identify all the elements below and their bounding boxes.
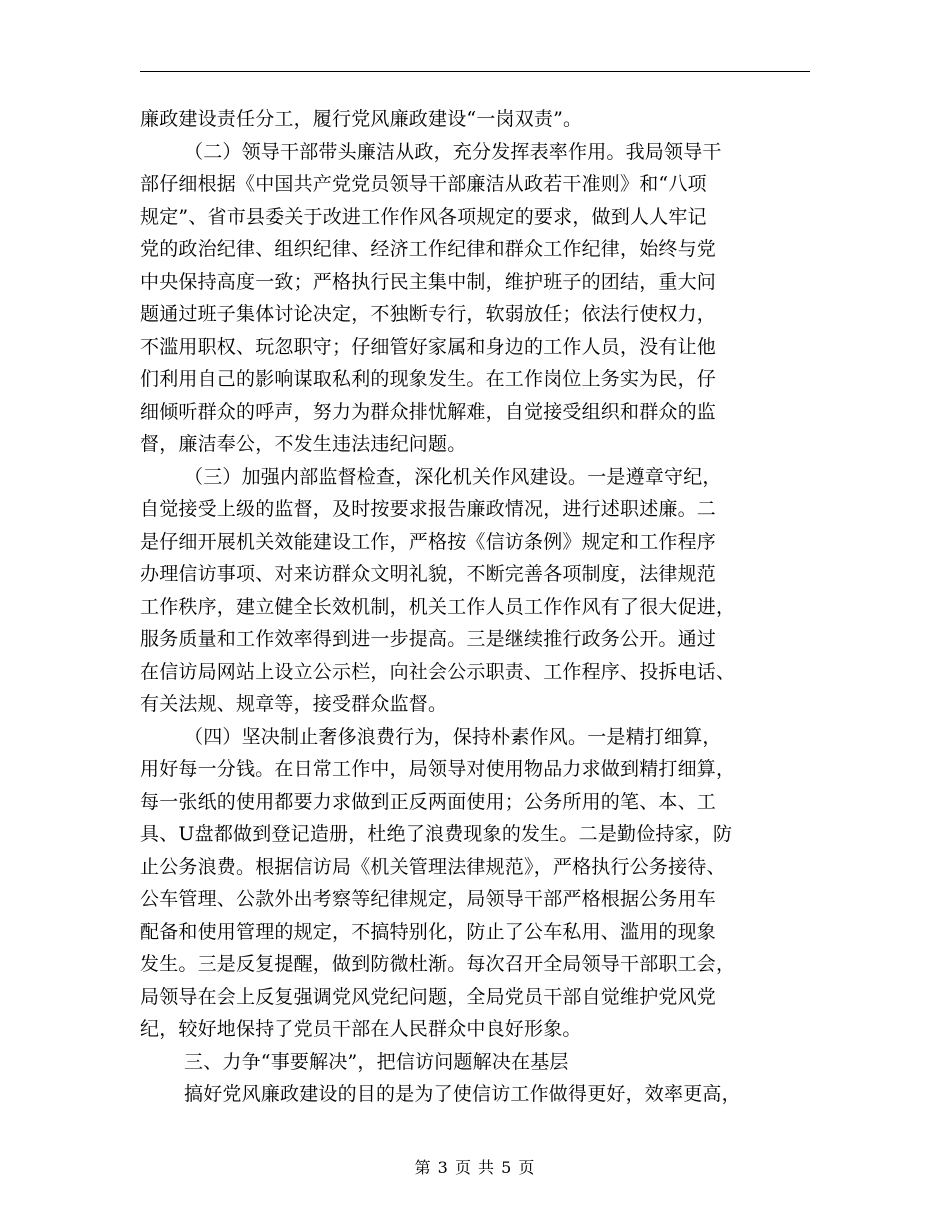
text-line: 自觉接受上级的监督，及时按要求报告廉政情况，进行述职述廉。二 xyxy=(140,498,717,520)
text-line: 规定”、省市县委关于改进工作作风各项规定的要求，做到人人牢记 xyxy=(140,205,707,228)
text-line: 纪，较好地保持了党员干部在人民群众中良好形象。 xyxy=(140,1018,582,1040)
text-line: 在信访局网站上设立公示栏，向社会公示职责、工作程序、投拆电话、 xyxy=(140,660,736,683)
text-line: 不滥用职权、玩忽职守；仔细管好家属和身边的工作人员，没有让他 xyxy=(140,335,717,358)
text-line: 们利用自己的影响谋取私利的现象发生。在工作岗位上务实为民，仔 xyxy=(140,368,717,390)
text-line: 三、力争“事要解决”，把信访问题解决在基层 xyxy=(184,1050,569,1073)
text-line: 每一张纸的使用都要力求做到正反两面使用；公务所用的笔、本、工 xyxy=(140,790,717,813)
text-line: 发生。三是反复提醒，做到防微杜渐。每次召开全局领导干部职工会， xyxy=(140,953,736,975)
document-body xyxy=(140,103,812,1111)
text-line: （三）加强内部监督检查，深化机关作风建设。一是遵章守纪， xyxy=(184,465,722,488)
text-line: 办理信访事项、对来访群众文明礼貌，不断完善各项制度，法律规范 xyxy=(140,563,717,585)
text-line: 细倾听群众的呼声，努力为群众排忧解难，自觉接受组织和群众的监 xyxy=(140,400,717,423)
text-line: 具、U盘都做到登记造册，杜绝了浪费现象的发生。二是勤俭持家，防 xyxy=(140,823,733,845)
text-line: 中央保持高度一致；严格执行民主集中制，维护班子的团结，重大问 xyxy=(140,270,717,293)
text-line: 是仔细开展机关效能建设工作，严格按《信访条例》规定和工作程序 xyxy=(140,530,717,553)
page-number-footer: 第 3 页 共 5 页 xyxy=(414,1158,536,1177)
text-line: 题通过班子集体讨论决定，不独断专行，软弱放任；依法行使权力， xyxy=(140,303,717,325)
text-line: 党的政治纪律、组织纪律、经济工作纪律和群众工作纪律，始终与党 xyxy=(140,238,717,260)
text-line: 督，廉洁奉公，不发生违法违纪问题。 xyxy=(140,433,467,455)
text-line: 廉政建设责任分工，履行党风廉政建设“一岗双责”。 xyxy=(140,108,583,130)
text-line: 公车管理、公款外出考察等纪律规定，局领导干部严格根据公务用车 xyxy=(140,888,717,910)
text-line: 局领导在会上反复强调党风党纪问题，全局党员干部自觉维护党风党 xyxy=(140,985,717,1008)
text-line: （四）坚决制止奢侈浪费行为，保持朴素作风。一是精打细算， xyxy=(184,725,722,748)
text-line: 止公务浪费。根据信访局《机关管理法律规范》，严格执行公务接待、 xyxy=(140,855,726,878)
text-line: 部仔细根据《中国共产党党员领导干部廉洁从政若干准则》和“八项 xyxy=(140,173,707,195)
text-line: 配备和使用管理的规定，不搞特别化，防止了公车私用、滥用的现象 xyxy=(140,920,717,943)
text-line: 有关法规、规章等，接受群众监督。 xyxy=(140,693,448,715)
text-line: 服务质量和工作效率得到进一步提高。三是继续推行政务公开。通过 xyxy=(140,628,717,650)
header-rule xyxy=(140,71,810,72)
text-line: （二）领导干部带头廉洁从政，充分发挥表率作用。我局领导干 xyxy=(184,140,722,163)
text-line: 工作秩序，建立健全长效机制，机关工作人员工作作风有了很大促进， xyxy=(140,595,736,618)
text-line: 用好每一分钱。在日常工作中，局领导对使用物品力求做到精打细算， xyxy=(140,758,736,780)
text-line: 搞好党风廉政建设的目的是为了使信访工作做得更好，效率更高， xyxy=(184,1083,741,1105)
